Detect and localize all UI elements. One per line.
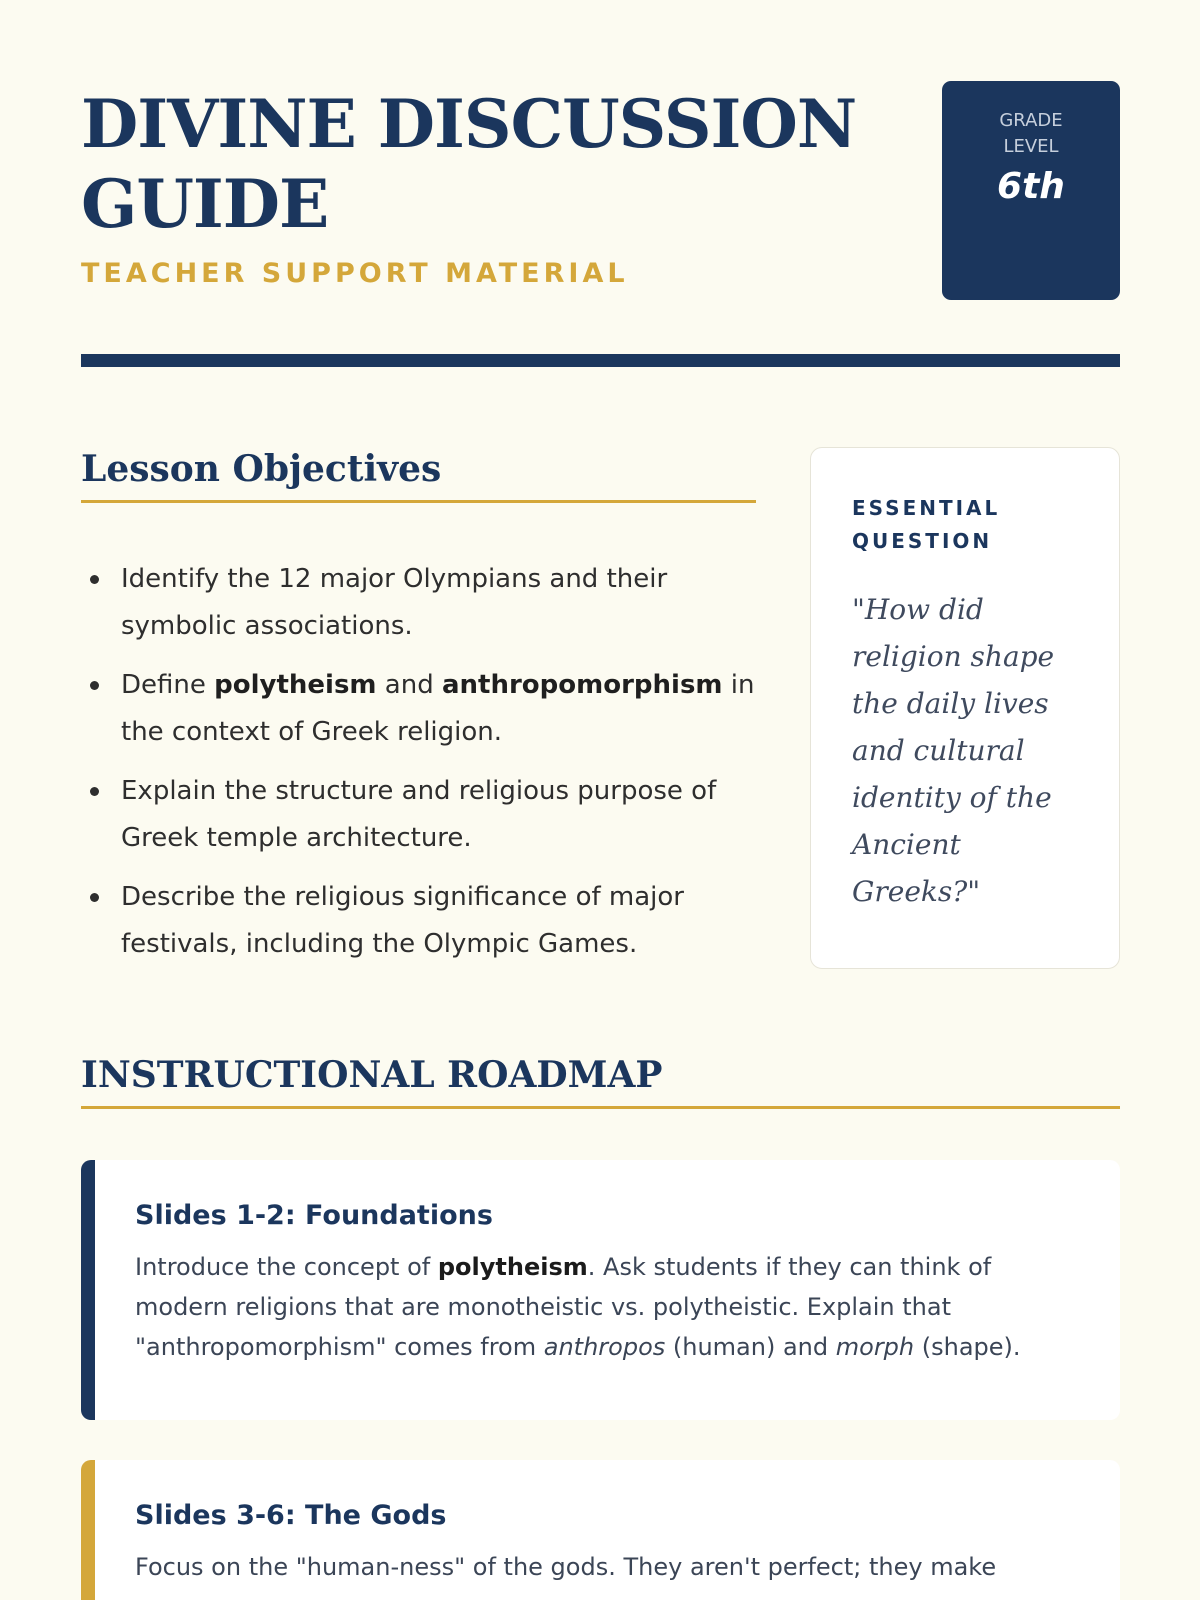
objective-item <box>81 662 756 756</box>
header-divider <box>81 354 1120 367</box>
objective-item <box>81 556 756 650</box>
objective-text-post: in the context of Greek religion. <box>121 670 755 747</box>
card-text: Introduce the concept of <box>135 1253 438 1281</box>
objectives-heading: Lesson Objectives <box>81 448 756 503</box>
objective-text: Describe the religious significance of major festivals, including the Olympic Games. <box>121 882 684 959</box>
grade-level-value: 6th <box>997 166 1065 207</box>
grade-level-badge <box>942 81 1120 300</box>
essential-question-text: "How did religion shape the daily lives and cultural identity of the Ancient Greeks?" <box>852 593 1055 908</box>
page <box>81 0 1120 1600</box>
roadmap-card-title: Slides 1-2: Foundations <box>135 1200 493 1231</box>
roadmap-card-gods <box>81 1460 1120 1600</box>
essential-question-card <box>810 447 1120 969</box>
bullet-icon <box>90 787 99 796</box>
page-subtitle: TEACHER SUPPORT MATERIAL <box>81 258 629 289</box>
objectives-list <box>81 556 756 980</box>
card-term-anthropos: anthropos <box>543 1333 666 1361</box>
objective-text-pre: Define <box>121 670 215 700</box>
roadmap-card-body: Focus on the "human-ness" of the gods. They aren't perfect; they make <box>135 1553 997 1581</box>
roadmap-card-body <box>135 1247 1070 1367</box>
objective-text: Identify the 12 major Olympians and their symbolic associations. <box>121 564 668 641</box>
objective-text-mid: and <box>376 670 442 700</box>
card-text: . Ask students if they can think of modern religions that are monotheistic vs. polytheistic. Explain that "anthropomorphism" comes from <box>135 1253 992 1361</box>
page-title: DIVINE DISCUSSION GUIDE <box>81 85 857 243</box>
grade-level-label: GRADE LEVEL <box>999 110 1063 157</box>
objective-term-polytheism: polytheism <box>214 670 377 700</box>
roadmap-card-foundations <box>81 1160 1120 1420</box>
card-text: (shape). <box>914 1333 1021 1361</box>
objective-item <box>81 768 756 862</box>
card-term-polytheism: polytheism <box>437 1253 588 1281</box>
objective-term-anthropomorphism: anthropomorphism <box>441 670 723 700</box>
bullet-icon <box>90 681 99 690</box>
roadmap-card-title: Slides 3-6: The Gods <box>135 1500 447 1531</box>
card-text: (human) and <box>665 1333 836 1361</box>
card-term-morph: morph <box>835 1333 915 1361</box>
roadmap-heading: INSTRUCTIONAL ROADMAP <box>81 1054 1120 1109</box>
bullet-icon <box>90 575 99 584</box>
objective-text: Explain the structure and religious purpose of Greek temple architecture. <box>121 776 717 853</box>
objective-item <box>81 874 756 968</box>
essential-question-label: ESSENTIAL QUESTION <box>852 496 1001 553</box>
bullet-icon <box>90 893 99 902</box>
